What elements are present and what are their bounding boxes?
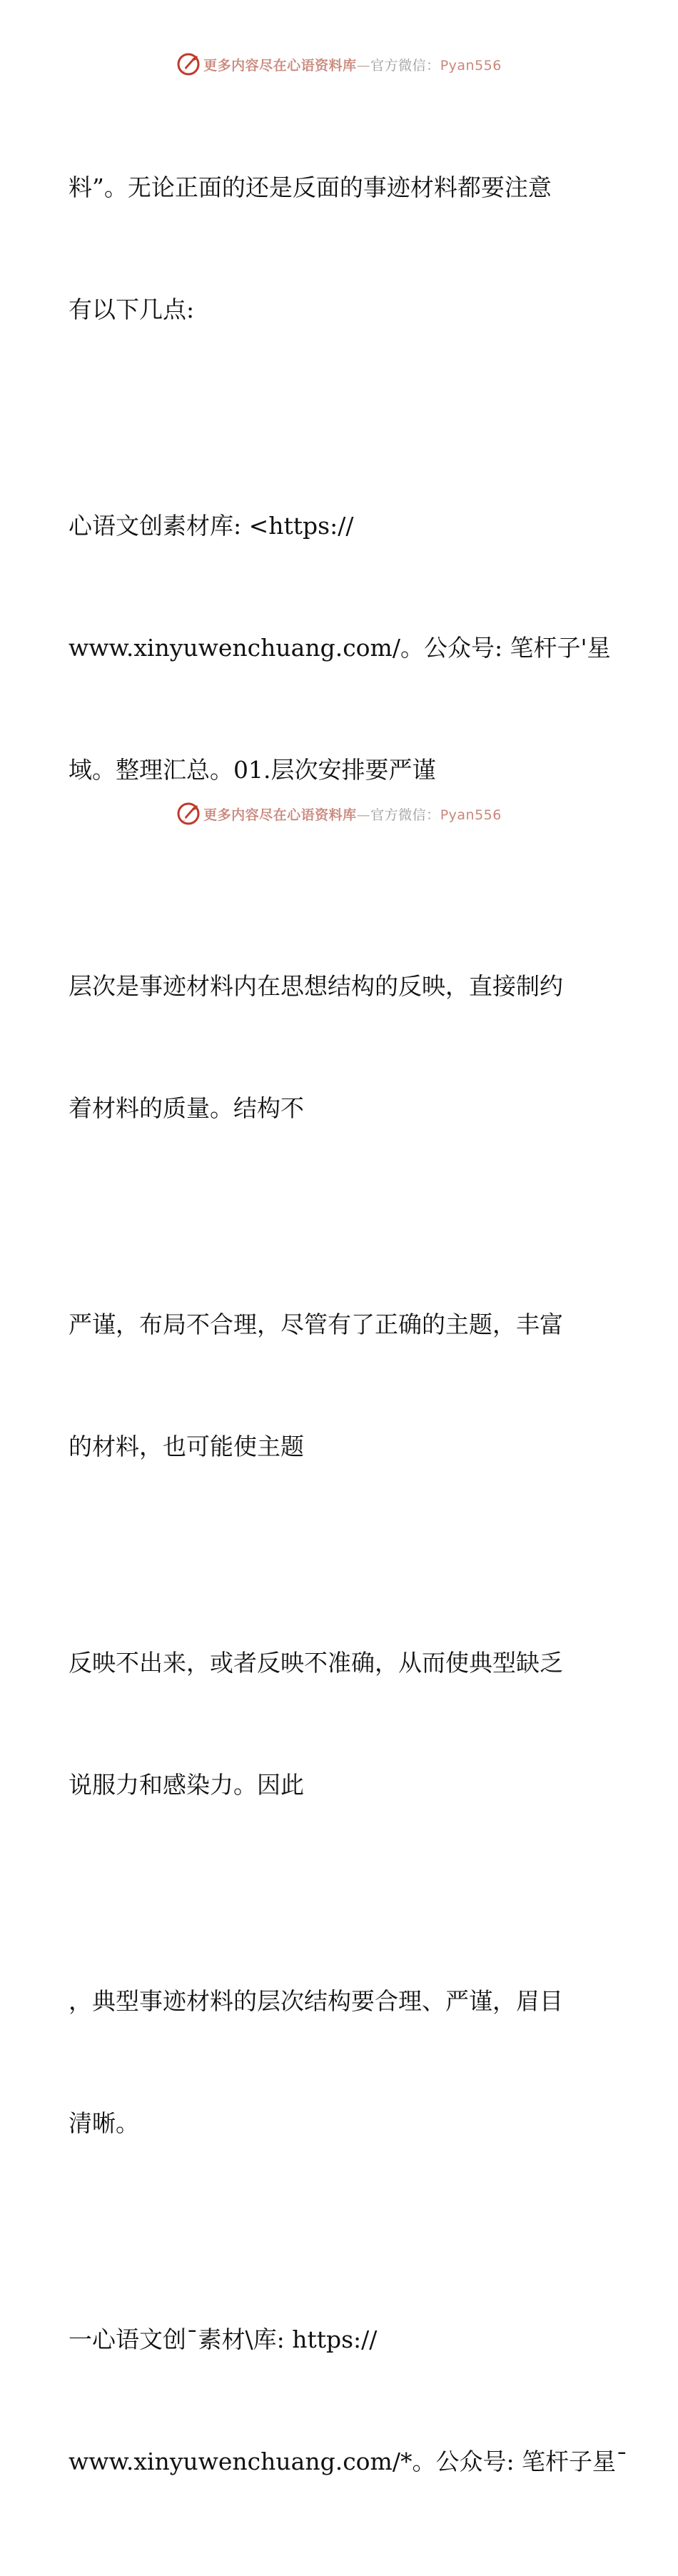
paragraph-7: [69, 2238, 628, 2563]
paragraph-5: [69, 1561, 597, 1886]
header-banner: [0, 50, 678, 79]
document-body: [69, 86, 628, 2576]
paragraph-line: 着材料的质量。结构不: [69, 1094, 304, 1122]
footer-banner: [0, 799, 678, 828]
quill-pen-logo-icon: [176, 52, 201, 76]
paragraph-4: [69, 1223, 597, 1548]
banner-wechat-id: Pyan556: [440, 57, 502, 74]
paragraph-line: ，典型事迹材料的层次结构要合理、严谨，眉目: [69, 1987, 563, 2015]
paragraph-1: [69, 86, 597, 411]
paragraph-3: [69, 884, 597, 1210]
banner-main-text: 更多内容尽在心语资料库: [203, 807, 357, 823]
banner-inner: [176, 802, 502, 826]
paragraph-line: 说服力和感染力。因此: [69, 1771, 304, 1799]
paragraph-line: www.xinyuwenchuang.com/。公众号: 笔杆子'星: [69, 634, 611, 662]
banner-dash: —: [356, 807, 371, 823]
paragraph-line: 有以下几点:: [69, 296, 195, 323]
paragraph-line: 层次是事迹材料内在思想结构的反映，直接制约: [69, 972, 563, 1000]
banner-inner: [176, 52, 502, 76]
banner-dash: —: [356, 57, 371, 74]
paragraph-line: www.xinyuwenchuang.com/*。公众号: 笔杆子星¯: [69, 2448, 628, 2475]
paragraph-line: 清晰。: [69, 2109, 139, 2137]
paragraph-line: 一心语文创¯素材\库: https://: [69, 2325, 378, 2353]
banner-main-text: 更多内容尽在心语资料库: [203, 57, 357, 74]
banner-official-label: 官方微信：: [370, 57, 440, 74]
banner-official-label: 官方微信：: [370, 807, 440, 823]
paragraph-line: 反映不出来，或者反映不准确，从而使典型缺乏: [69, 1649, 563, 1677]
paragraph-line: 心语文创素材库: <https://: [69, 512, 354, 540]
paragraph-line: 域。整理汇总。01.层次安排要严谨: [69, 756, 436, 784]
banner-text: [203, 55, 502, 74]
paragraph-line: 料”。无论正面的还是反面的事迹材料都要注意: [69, 173, 552, 201]
paragraph-6: [69, 1899, 597, 2225]
paragraph-line: 严谨，布局不合理，尽管有了正确的主题，丰富: [69, 1310, 563, 1338]
banner-wechat-id: Pyan556: [440, 807, 502, 823]
quill-pen-logo-icon: [176, 802, 201, 826]
banner-text: [203, 804, 502, 824]
paragraph-line: 的材料，也可能使主题: [69, 1433, 304, 1460]
